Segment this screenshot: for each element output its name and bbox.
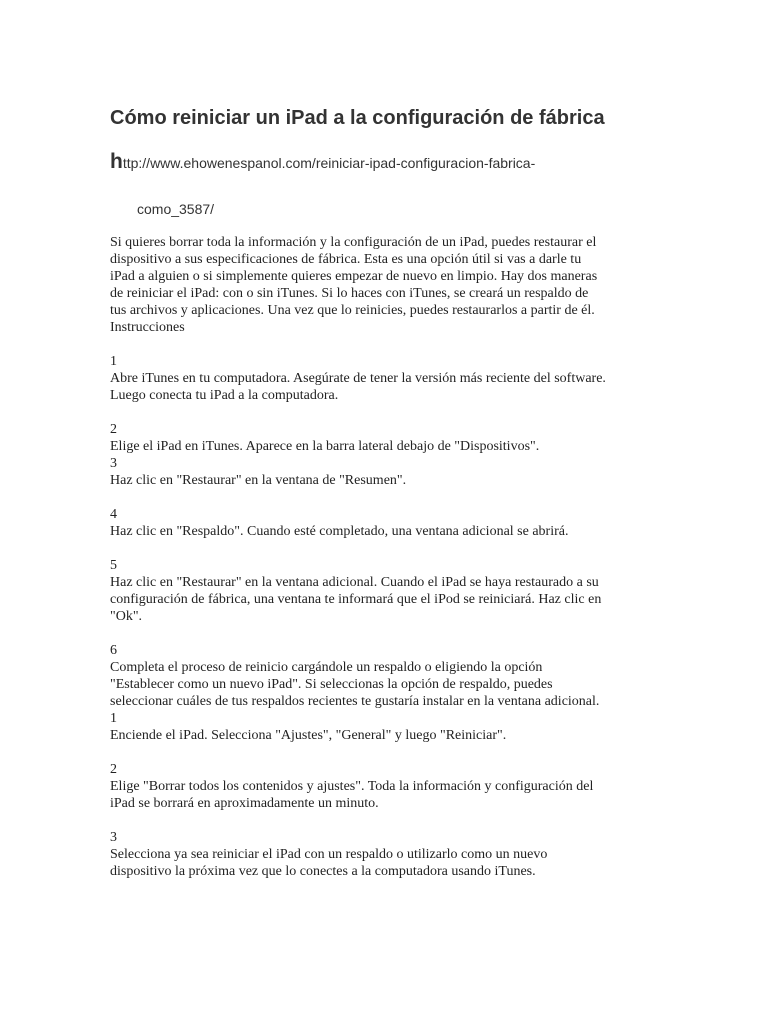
step-text: Haz clic en "Restaurar" en la ventana de "Resumen". [110, 473, 407, 488]
intro-paragraph [110, 234, 670, 336]
step-text: Selecciona ya sea reiniciar el iPad con un respaldo o utilizarlo como un nuevo [110, 847, 548, 862]
step-itunes-4 [110, 506, 670, 540]
step-device-2 [110, 761, 670, 812]
step-device-1 [110, 710, 670, 744]
step-text: Completa el proceso de reinicio cargándole un respaldo o eligiendo la opción [110, 660, 543, 675]
step-itunes-1 [110, 353, 670, 404]
step-number: 3 [110, 830, 117, 845]
intro-line: tus archivos y aplicaciones. Una vez que lo reinicies, puedes restaurarlos a partir de él. [110, 303, 595, 318]
step-text: Elige "Borrar todos los contenidos y ajustes". Toda la información y configuración del [110, 779, 594, 794]
step-text: Abre iTunes en tu computadora. Asegúrate de tener la versión más reciente del software. [110, 371, 606, 386]
step-itunes-3 [110, 455, 670, 489]
step-number: 3 [110, 456, 117, 471]
source-url [110, 150, 535, 174]
step-text: seleccionar cuáles de tus respaldos recientes te gustaría instalar en la ventana adicional. [110, 694, 600, 709]
step-text: dispositivo la próxima vez que lo conectes a la computadora usando iTunes. [110, 864, 536, 879]
step-text: Enciende el iPad. Selecciona "Ajustes", "General" y luego "Reiniciar". [110, 728, 507, 743]
page-title: Cómo reiniciar un iPad a la configuración de fábrica [110, 107, 605, 129]
step-text: "Establecer como un nuevo iPad". Si seleccionas la opción de respaldo, puedes [110, 677, 553, 692]
step-number: 1 [110, 711, 117, 726]
step-number: 6 [110, 643, 117, 658]
source-url-line2: como_3587/ [137, 201, 215, 217]
article-body [110, 234, 670, 880]
step-number: 5 [110, 558, 117, 573]
source-url-line1: ttp://www.ehowenespanol.com/reiniciar-ipad-configuracion-fabrica- [122, 155, 536, 171]
step-number: 2 [110, 762, 117, 777]
intro-line: dispositivo a sus especificaciones de fábrica. Esta es una opción útil si vas a darle tu [110, 252, 582, 267]
step-number: 1 [110, 354, 117, 369]
step-itunes-6 [110, 642, 670, 710]
step-text: Luego conecta tu iPad a la computadora. [110, 388, 339, 403]
instructions-heading: Instrucciones [110, 320, 185, 335]
intro-line: de reiniciar el iPad: con o sin iTunes. Si lo haces con iTunes, se creará un respaldo de [110, 286, 589, 301]
step-number: 4 [110, 507, 117, 522]
step-text: iPad se borrará en aproximadamente un minuto. [110, 796, 379, 811]
intro-line: iPad a alguien o si simplemente quieres empezar de nuevo en limpio. Hay dos maneras [110, 269, 598, 284]
step-text: configuración de fábrica, una ventana te informará que el iPod se reiniciará. Haz clic en [110, 592, 602, 607]
step-text: Elige el iPad en iTunes. Aparece en la barra lateral debajo de "Dispositivos". [110, 439, 540, 454]
step-text: "Ok". [110, 609, 143, 624]
step-device-3 [110, 829, 670, 880]
source-url-first-letter: h [110, 150, 123, 173]
step-number: 2 [110, 422, 117, 437]
step-text: Haz clic en "Respaldo". Cuando esté completado, una ventana adicional se abrirá. [110, 524, 569, 539]
step-itunes-2 [110, 421, 670, 455]
intro-line: Si quieres borrar toda la información y la configuración de un iPad, puedes restaurar el [110, 235, 597, 250]
step-text: Haz clic en "Restaurar" en la ventana adicional. Cuando el iPad se haya restaurado a su [110, 575, 599, 590]
step-itunes-5 [110, 557, 670, 625]
